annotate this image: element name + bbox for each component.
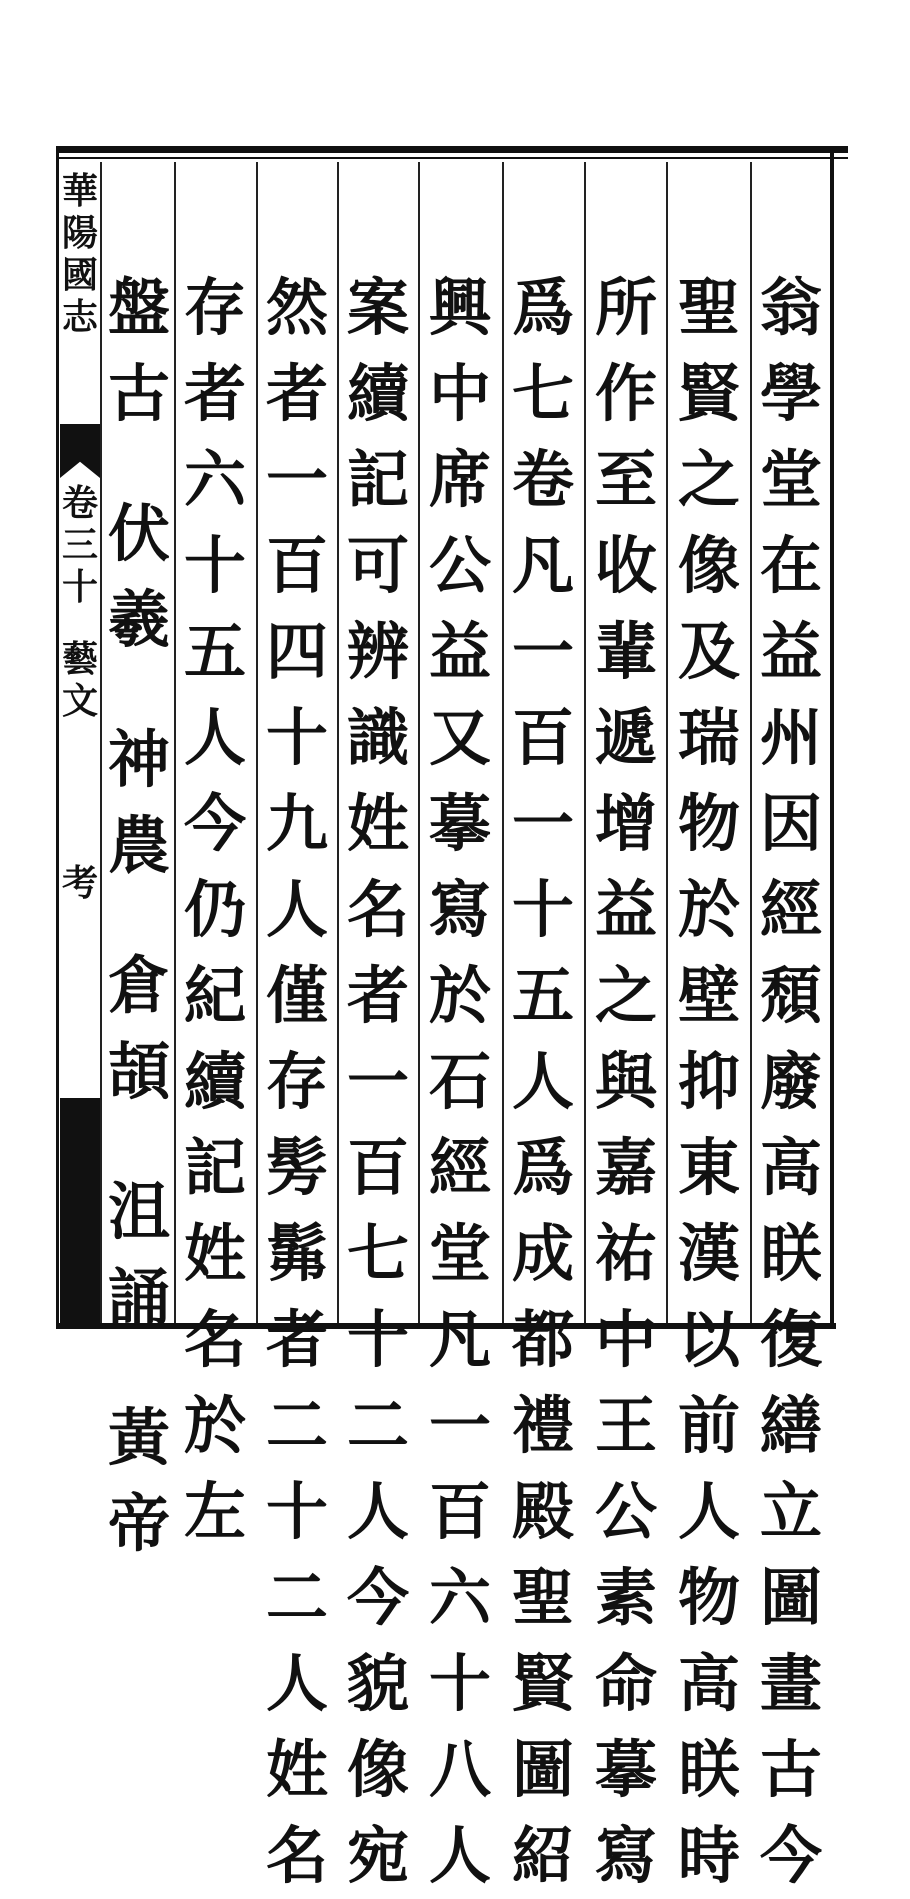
glyph: 又	[428, 701, 491, 774]
glyph: 經	[759, 873, 822, 946]
glyph: 物	[677, 1561, 740, 1634]
glyph: 者	[346, 959, 409, 1032]
glyph: 一	[265, 443, 328, 516]
glyph: 寫	[594, 1819, 657, 1892]
column-rule	[666, 162, 668, 1323]
glyph: 百	[265, 529, 328, 602]
glyph: 七	[346, 1217, 409, 1290]
black-mouth-block	[60, 1098, 100, 1323]
glyph: 人	[511, 1045, 574, 1118]
glyph: 紀	[183, 959, 246, 1032]
glyph: 賢	[511, 1647, 574, 1720]
glyph: 至	[594, 443, 657, 516]
glyph: 沮	[107, 1175, 170, 1248]
glyph: 人	[428, 1819, 491, 1892]
column-rule	[174, 162, 176, 1323]
text-column-5	[425, 265, 495, 1899]
glyph: 益	[428, 615, 491, 688]
glyph: 存	[265, 1045, 328, 1118]
glyph: 圖	[511, 1733, 574, 1806]
glyph: 興	[428, 271, 491, 344]
glyph: 之	[594, 959, 657, 1032]
glyph: 益	[594, 873, 657, 946]
glyph: 伏	[107, 497, 170, 570]
glyph: 髴	[265, 1217, 328, 1290]
name-gap	[104, 1115, 174, 1169]
glyph: 文	[61, 680, 98, 722]
glyph: 續	[183, 1045, 246, 1118]
glyph: 可	[346, 529, 409, 602]
glyph: 國	[61, 254, 98, 296]
glyph: 一	[511, 615, 574, 688]
name-gap	[104, 437, 174, 491]
glyph: 遞	[594, 701, 657, 774]
glyph: 一	[346, 1045, 409, 1118]
glyph: 祐	[594, 1217, 657, 1290]
glyph: 在	[759, 529, 822, 602]
glyph: 誦	[107, 1261, 170, 1334]
glyph: 古	[107, 357, 170, 430]
glyph: 禮	[511, 1389, 574, 1462]
glyph: 凡	[511, 529, 574, 602]
glyph: 公	[594, 1475, 657, 1548]
glyph: 存	[183, 271, 246, 344]
glyph: 左	[183, 1475, 246, 1548]
glyph: 命	[594, 1647, 657, 1720]
right-border	[830, 150, 834, 1329]
glyph: 二	[346, 1389, 409, 1462]
glyph: 然	[265, 271, 328, 344]
glyph: 辨	[346, 615, 409, 688]
glyph: 十	[265, 701, 328, 774]
glyph: 席	[428, 443, 491, 516]
glyph: 六	[183, 443, 246, 516]
glyph: 識	[346, 701, 409, 774]
name-entry	[104, 491, 174, 663]
glyph: 盤	[107, 271, 170, 344]
glyph: 十	[265, 1475, 328, 1548]
column-rule	[418, 162, 420, 1323]
glyph: 經	[428, 1131, 491, 1204]
glyph: 者	[183, 357, 246, 430]
glyph: 中	[594, 1303, 657, 1376]
glyph: 今	[346, 1561, 409, 1634]
glyph: 及	[677, 615, 740, 688]
glyph: 十	[183, 529, 246, 602]
glyph: 摹	[428, 787, 491, 860]
glyph: 以	[677, 1303, 740, 1376]
glyph: 學	[759, 357, 822, 430]
glyph: 髣	[265, 1131, 328, 1204]
glyph	[60, 608, 100, 638]
glyph: 立	[759, 1475, 822, 1548]
column-rule	[584, 162, 586, 1323]
column-rule	[256, 162, 258, 1323]
glyph: 殿	[511, 1475, 574, 1548]
glyph: 黃	[107, 1401, 170, 1474]
glyph: 今	[759, 1819, 822, 1892]
glyph: 十	[428, 1647, 491, 1720]
glyph: 五	[511, 959, 574, 1032]
glyph: 倉	[107, 949, 170, 1022]
column-rule	[502, 162, 504, 1323]
glyph: 壁	[677, 959, 740, 1032]
glyph: 嘉	[594, 1131, 657, 1204]
glyph: 二	[265, 1561, 328, 1634]
glyph: 貌	[346, 1647, 409, 1720]
glyph: 東	[677, 1131, 740, 1204]
glyph: 聖	[511, 1561, 574, 1634]
glyph: 頹	[759, 959, 822, 1032]
glyph: 名	[265, 1819, 328, 1892]
glyph: 素	[594, 1561, 657, 1634]
glyph: 堂	[759, 443, 822, 516]
glyph: 公	[428, 529, 491, 602]
name-entry	[104, 265, 174, 437]
top-border-thin	[58, 157, 848, 159]
glyph: 續	[346, 357, 409, 430]
column-rule	[337, 162, 339, 1323]
glyph: 中	[428, 357, 491, 430]
glyph: 都	[511, 1303, 574, 1376]
top-border-thick	[58, 146, 848, 153]
margin-chapter	[60, 482, 100, 722]
glyph: 爲	[511, 1131, 574, 1204]
glyph: 人	[677, 1475, 740, 1548]
glyph: 高	[677, 1647, 740, 1720]
glyph: 益	[759, 615, 822, 688]
glyph: 百	[511, 701, 574, 774]
glyph: 復	[759, 1303, 822, 1376]
glyph: 摹	[594, 1733, 657, 1806]
glyph: 四	[265, 615, 328, 688]
glyph: 名	[183, 1303, 246, 1376]
glyph: 物	[677, 787, 740, 860]
glyph: 漢	[677, 1217, 740, 1290]
margin-title	[60, 170, 100, 338]
glyph: 爲	[511, 271, 574, 344]
glyph: 於	[428, 959, 491, 1032]
name-gap	[104, 663, 174, 717]
glyph: 圖	[759, 1561, 822, 1634]
glyph: 前	[677, 1389, 740, 1462]
glyph: 王	[594, 1389, 657, 1462]
glyph: 頡	[107, 1035, 170, 1108]
glyph: 成	[511, 1217, 574, 1290]
glyph: 志	[61, 296, 98, 338]
glyph: 二	[265, 1389, 328, 1462]
glyph: 凡	[428, 1303, 491, 1376]
glyph: 抑	[677, 1045, 740, 1118]
glyph: 百	[428, 1475, 491, 1548]
glyph: 作	[594, 357, 657, 430]
column-rule	[750, 162, 752, 1323]
text-column-4	[508, 265, 578, 1899]
glyph: 僅	[265, 959, 328, 1032]
text-column-2	[674, 265, 744, 1899]
name-entry	[104, 1169, 174, 1341]
left-border	[56, 146, 59, 1329]
glyph: 像	[346, 1733, 409, 1806]
glyph: 眹	[677, 1733, 740, 1806]
glyph: 六	[428, 1561, 491, 1634]
glyph: 收	[594, 529, 657, 602]
glyph: 因	[759, 787, 822, 860]
glyph: 人	[265, 873, 328, 946]
glyph: 姓	[183, 1217, 246, 1290]
glyph: 廢	[759, 1045, 822, 1118]
name-entry	[104, 943, 174, 1115]
name-gap	[104, 889, 174, 943]
glyph: 石	[428, 1045, 491, 1118]
glyph: 考	[61, 862, 98, 904]
glyph: 寫	[428, 873, 491, 946]
margin-section	[60, 862, 100, 904]
glyph: 羲	[107, 583, 170, 656]
glyph: 於	[677, 873, 740, 946]
glyph: 眹	[759, 1217, 822, 1290]
glyph: 人	[183, 701, 246, 774]
text-column-6	[343, 265, 413, 1899]
text-column-8	[180, 265, 250, 1555]
glyph: 之	[677, 443, 740, 516]
glyph: 宛	[346, 1819, 409, 1892]
name-list-column	[104, 265, 174, 1567]
glyph: 時	[677, 1819, 740, 1892]
glyph: 增	[594, 787, 657, 860]
glyph: 十	[346, 1303, 409, 1376]
name-entry	[104, 1395, 174, 1567]
glyph: 者	[265, 1303, 328, 1376]
column-rule	[100, 162, 102, 1323]
glyph: 賢	[677, 357, 740, 430]
glyph: 所	[594, 271, 657, 344]
glyph: 聖	[677, 271, 740, 344]
glyph: 三	[61, 524, 98, 566]
glyph: 案	[346, 271, 409, 344]
glyph: 人	[346, 1475, 409, 1548]
text-column-1	[756, 265, 826, 1899]
glyph: 五	[183, 615, 246, 688]
glyph: 州	[759, 701, 822, 774]
name-gap	[104, 1341, 174, 1395]
glyph: 於	[183, 1389, 246, 1462]
glyph: 姓	[265, 1733, 328, 1806]
name-entry	[104, 717, 174, 889]
glyph: 翁	[759, 271, 822, 344]
glyph: 像	[677, 529, 740, 602]
glyph: 一	[511, 787, 574, 860]
glyph: 輩	[594, 615, 657, 688]
glyph: 九	[265, 787, 328, 860]
glyph: 古	[759, 1733, 822, 1806]
glyph: 紹	[511, 1819, 574, 1892]
glyph: 繕	[759, 1389, 822, 1462]
glyph: 堂	[428, 1217, 491, 1290]
glyph: 畫	[759, 1647, 822, 1720]
glyph: 瑞	[677, 701, 740, 774]
glyph: 藝	[61, 638, 98, 680]
glyph: 記	[183, 1131, 246, 1204]
glyph: 卷	[61, 482, 98, 524]
glyph: 記	[346, 443, 409, 516]
glyph: 名	[346, 873, 409, 946]
glyph: 七	[511, 357, 574, 430]
glyph: 華	[61, 170, 98, 212]
glyph: 仍	[183, 873, 246, 946]
glyph: 帝	[107, 1487, 170, 1560]
glyph: 十	[61, 566, 98, 608]
glyph: 百	[346, 1131, 409, 1204]
glyph: 十	[511, 873, 574, 946]
glyph: 姓	[346, 787, 409, 860]
glyph: 人	[265, 1647, 328, 1720]
glyph: 者	[265, 357, 328, 430]
glyph: 農	[107, 809, 170, 882]
text-column-3	[591, 265, 661, 1899]
glyph: 高	[759, 1131, 822, 1204]
glyph: 陽	[61, 212, 98, 254]
glyph: 神	[107, 723, 170, 796]
text-column-7	[262, 265, 332, 1899]
glyph: 卷	[511, 443, 574, 516]
glyph: 與	[594, 1045, 657, 1118]
glyph: 八	[428, 1733, 491, 1806]
glyph: 今	[183, 787, 246, 860]
glyph: 一	[428, 1389, 491, 1462]
